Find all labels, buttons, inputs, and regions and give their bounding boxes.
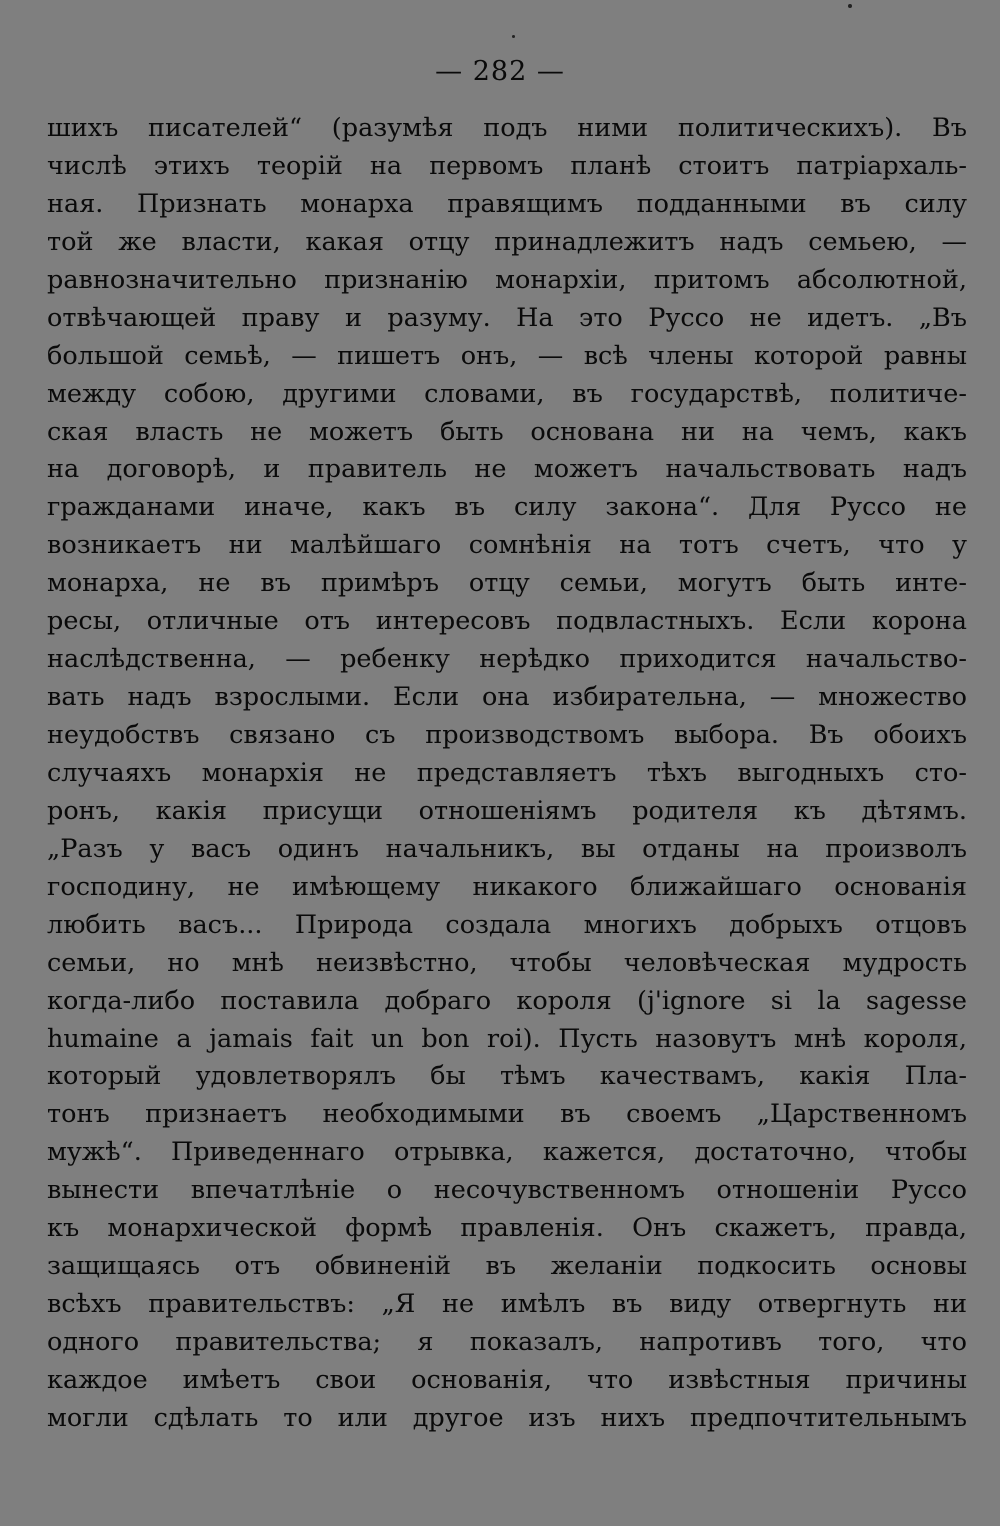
text-line: „Разъ у васъ одинъ начальникъ, вы отданы на произволъ [47, 833, 967, 864]
text-line: тонъ признаетъ необходимыми въ своемъ „Царственномъ [47, 1099, 967, 1130]
text-line: ная. Признать монарха правящимъ подданными въ силу [47, 188, 967, 219]
page-number: — 282 — [435, 56, 565, 87]
text-line: наслѣдственна, — ребенку нерѣдко приходится начальство- [47, 644, 967, 675]
text-line: къ монархической формѣ правленія. Онъ скажетъ, правда, [47, 1213, 967, 1244]
text-line: ронъ, какія присущи отношеніямъ родителя къ дѣтямъ. [47, 795, 967, 826]
text-line: большой семьѣ, — пишетъ онъ, — всѣ члены которой равны [47, 340, 967, 371]
text-line: любить васъ... Природа создала многихъ добрыхъ отцовъ [47, 909, 967, 940]
text-line: защищаясь отъ обвиненій въ желаніи подкосить основы [47, 1251, 967, 1282]
text-line: той же власти, какая отцу принадлежитъ надъ семьею, — [47, 226, 967, 257]
text-line: случаяхъ монархія не представляетъ тѣхъ выгодныхъ сто- [47, 757, 967, 788]
text-line: господину, не имѣющему никакого ближайшаго основанія [47, 871, 967, 902]
text-line: вынести впечатлѣніе о несочувственномъ отношеніи Руссо [47, 1175, 967, 1206]
text-line: одного правительства; я показалъ, напротивъ того, что [47, 1327, 967, 1357]
text-line: шихъ писателей“ (разумѣя подъ ними политическихъ). Въ [47, 113, 967, 143]
text-line: ресы, отличные отъ интересовъ подвластныхъ. Если корона [47, 606, 967, 637]
text-line: отвѣчающей праву и разуму. На это Руссо не идетъ. „Въ [47, 302, 967, 333]
print-speck [512, 35, 515, 38]
text-line: числѣ этихъ теорій на первомъ планѣ стоитъ патріархаль- [47, 150, 967, 181]
text-line: каждое имѣетъ свои основанія, что извѣстныя причины [47, 1364, 967, 1395]
text-line: мужѣ“. Приведеннаго отрывка, кажется, достаточно, чтобы [47, 1137, 967, 1168]
text-line: монарха, не въ примѣръ отцу семьи, могутъ быть инте- [47, 568, 967, 599]
text-line: вать надъ взрослыми. Если она избирательна, — множество [47, 682, 967, 713]
text-line: между собою, другими словами, въ государствѣ, политиче- [47, 378, 967, 409]
text-line: могли сдѣлать то или другое изъ нихъ предпочтительнымъ [47, 1402, 967, 1433]
text-line: ская власть не можетъ быть основана ни на чемъ, какъ [47, 416, 967, 447]
text-line: неудобствъ связано съ производствомъ выбора. Въ обоихъ [47, 720, 967, 750]
text-line: семьи, но мнѣ неизвѣстно, чтобы человѣческая мудрость [47, 947, 967, 978]
text-line: возникаетъ ни малѣйшаго сомнѣнія на тотъ счетъ, что у [47, 530, 967, 561]
print-speck [848, 4, 852, 8]
text-line: всѣхъ правительствъ: „Я не имѣлъ въ виду отвергнуть ни [47, 1289, 967, 1320]
text-line: гражданами иначе, какъ въ силу закона“. Для Руссо не [47, 492, 967, 523]
text-line: на договорѣ, и правитель не можетъ начальствовать надъ [47, 454, 967, 485]
text-line: равнозначительно признанію монархіи, притомъ абсолютной, [47, 264, 967, 295]
text-line: humaine a jamais fait un bon roi). Пусть назовутъ мнѣ короля, [47, 1023, 967, 1054]
text-line: когда-либо поставила добраго короля (j'ignore si la sagesse [47, 985, 967, 1016]
text-line: который удовлетворялъ бы тѣмъ качествамъ, какія Пла- [47, 1061, 967, 1092]
body-text [47, 110, 967, 1438]
